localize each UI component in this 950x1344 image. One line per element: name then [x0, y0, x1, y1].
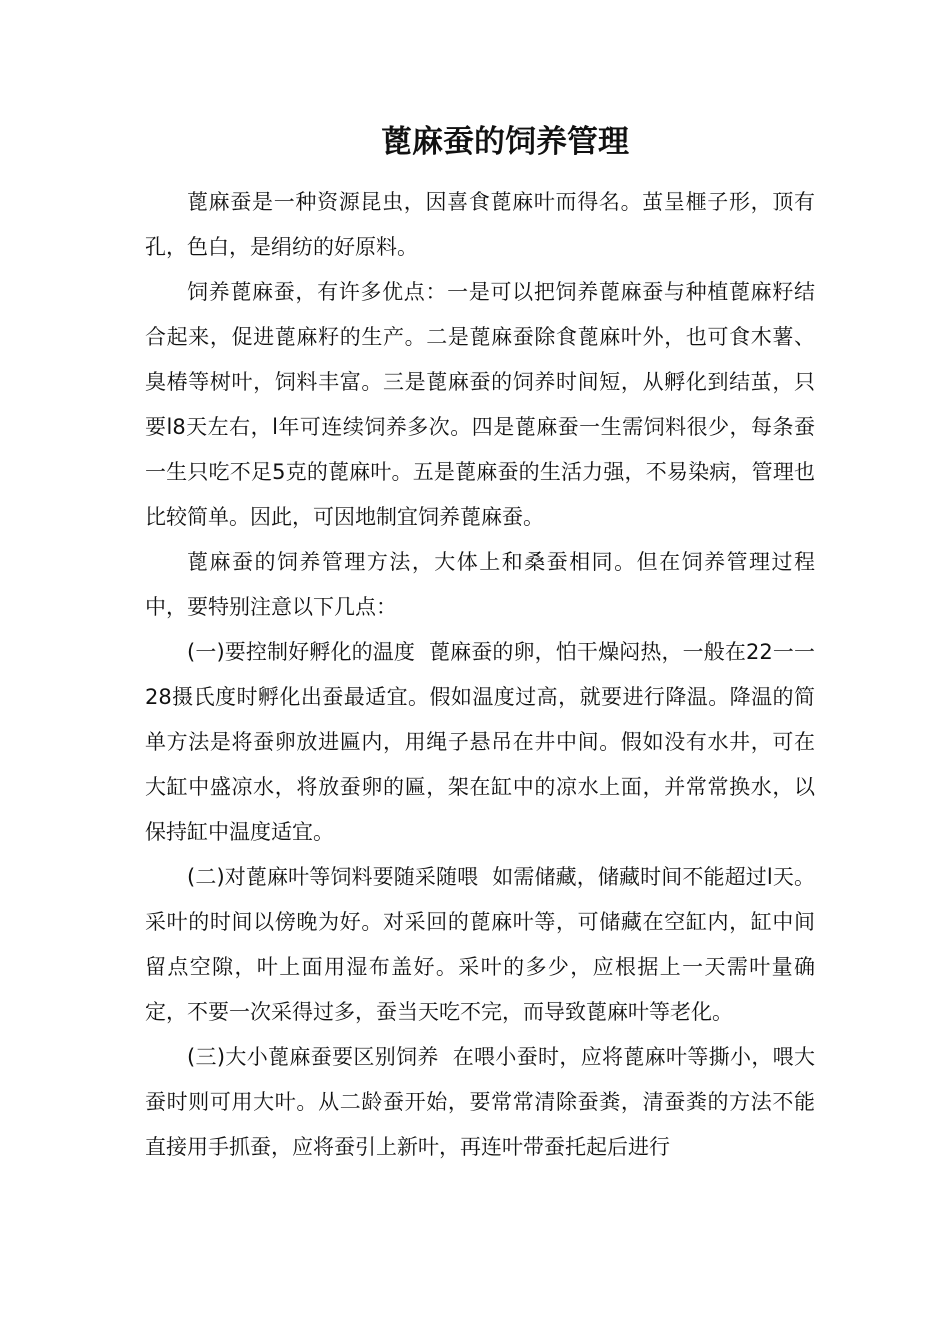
paragraph-text: 饲养蓖麻蚕，有许多优点：一是可以把饲养蓖麻蚕与种植蓖麻籽结合起来，促进蓖麻籽的生产。二是蓖麻蚕除食蓖麻叶外，也可食木薯、臭椿等树叶，饲料丰富。三是蓖麻蚕的饲养时间短，从孵化到结茧，只要l8天左右，l年可连续饲养多次。四是蓖麻蚕一生需饲料很少，每条蚕一生只吃不足5克的蓖麻叶。五是蓖麻蚕的生活力强，不易染病，管理也比较简单。因此，可因地制宜饲养蓖麻蚕。 — [145, 280, 815, 529]
paragraph-text: 如需储藏，储藏时间不能超过l天。采叶的时间以傍晚为好。对采回的蓖麻叶等，可储藏在空缸内，缸中间留点空隙，叶上面用湿布盖好。采叶的多少，应根据上一天需叶量确定，不要一次采得过多，蚕当天吃不完，而导致蓖麻叶等老化。 — [145, 865, 815, 1024]
section-heading: (一)要控制好孵化的温度 — [187, 640, 415, 664]
document-body — [145, 180, 815, 1170]
section-heading: (二)对蓖麻叶等饲料要随采随喂 — [187, 865, 479, 889]
document-title: 蓖麻蚕的饲养管理 — [381, 124, 629, 160]
paragraph-point-2 — [145, 855, 815, 1035]
paragraph-text: 蓖麻蚕的卵，怕干燥闷热，一般在22一一28摄氏度时孵化出蚕最适宜。假如温度过高，就要进行降温。降温的简单方法是将蚕卵放进匾内，用绳子悬吊在井中间。假如没有水井，可在大缸中盛凉水，将放蚕卵的匾，架在缸中的凉水上面，并常常换水，以保持缸中温度适宜。 — [145, 640, 815, 844]
paragraph-methods-intro — [145, 540, 815, 630]
paragraph-advantages — [145, 270, 815, 540]
paragraph-text: 蓖麻蚕的饲养管理方法，大体上和桑蚕相同。但在饲养管理过程中，要特别注意以下几点： — [145, 550, 815, 619]
paragraph-intro — [145, 180, 815, 270]
paragraph-point-1 — [145, 630, 815, 855]
paragraph-text: 蓖麻蚕是一种资源昆虫，因喜食蓖麻叶而得名。茧呈榧子形，顶有孔，色白，是绢纺的好原料。 — [145, 190, 815, 259]
section-heading: (三)大小蓖麻蚕要区别饲养 — [187, 1045, 439, 1069]
paragraph-text: 在喂小蚕时，应将蓖麻叶等撕小，喂大蚕时则可用大叶。从二龄蚕开始，要常常清除蚕粪，清蚕粪的方法不能直接用手抓蚕，应将蚕引上新叶，再连叶带蚕托起后进行 — [145, 1045, 816, 1159]
paragraph-point-3 — [145, 1035, 815, 1170]
